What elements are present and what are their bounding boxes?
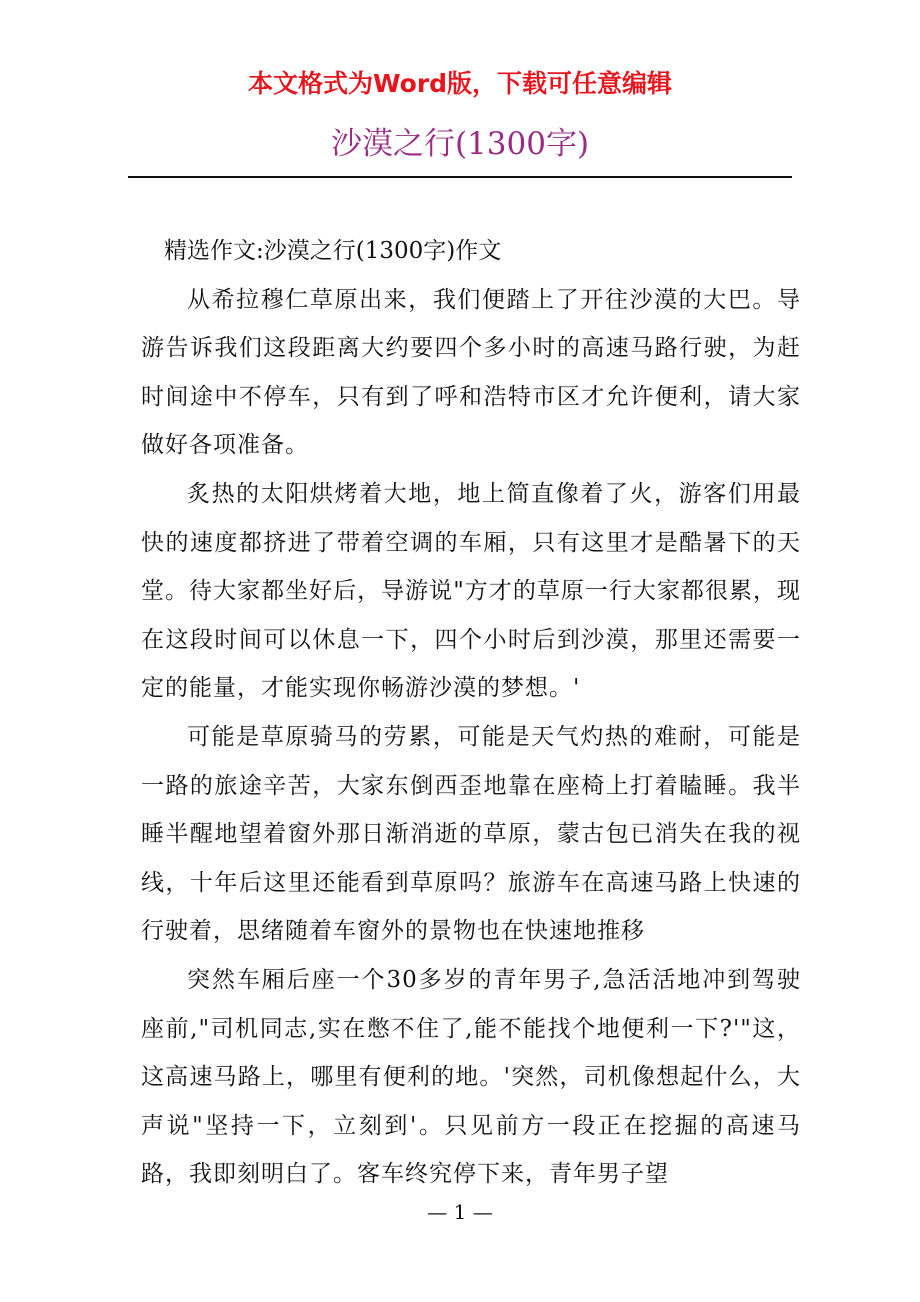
download-notice: 本文格式为Word版，下载可任意编辑 (247, 69, 673, 98)
paragraph: 炙热的太阳烘烤着大地，地上简直像着了火，游客们用最快的速度都挤进了带着空调的车厢，只有这里才是酷暑下的天堂。待大家都坐好后，导游说"方才的草原一行大家都很累，现在这段时间可以休息一下，四个小时后到沙漠，那里还需要一定的能量，才能实现你畅游沙漠的梦想。' (141, 480, 801, 702)
paragraph: 从希拉穆仁草原出来，我们便踏上了开往沙漠的大巴。导游告诉我们这段距离大约要四个多小时的高速马路行驶，为赶时间途中不停车，只有到了呼和浩特市区才允许便利，请大家做好各项准备。 (141, 286, 801, 459)
article-body (141, 227, 801, 1199)
paragraph: 突然车厢后座一个30多岁的青年男子,急活活地冲到驾驶座前,"司机同志,实在憋不住了,能不能找个地便利一下?'"这，这高速马路上，哪里有便利的地。'突然，司机像想起什么，大声说"坚持一下，立刻到'。只见前方一段正在挖掘的高速马路，我即刻明白了。客车终究停下来，青年男子望 (141, 966, 801, 1188)
document-title: 沙漠之行(1300字) (330, 126, 590, 162)
paragraph: 可能是草原骑马的劳累，可能是天气灼热的难耐，可能是一路的旅途辛苦，大家东倒西歪地靠在座椅上打着瞌睡。我半睡半醒地望着窗外那日渐消逝的草原，蒙古包已消失在我的视线，十年后这里还能看到草原吗？旅游车在高速马路上快速的行驶着，思绪随着车窗外的景物也在快速地推移 (141, 723, 801, 945)
page-number: — 1 — (427, 1200, 493, 1224)
title-divider (128, 176, 792, 178)
article-subtitle: 精选作文:沙漠之行(1300字)作文 (164, 238, 502, 264)
